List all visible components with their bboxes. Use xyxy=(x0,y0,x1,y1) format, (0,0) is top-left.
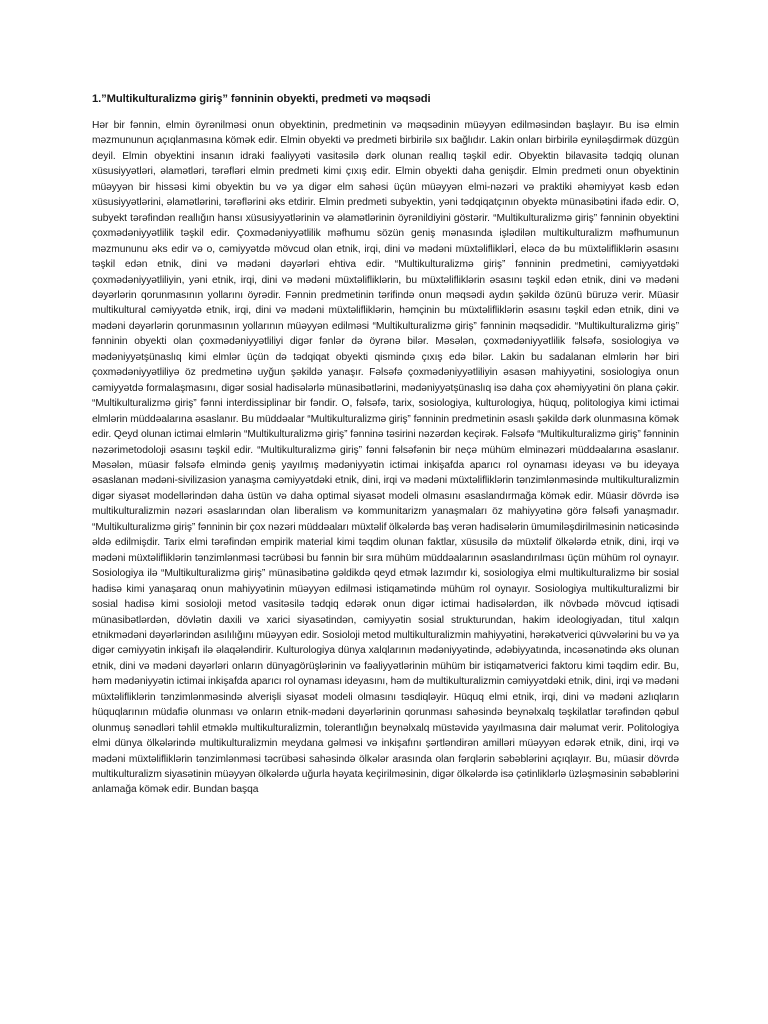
document-page xyxy=(92,92,679,798)
document-body-paragraph: Hər bir fənnin, elmin öyrənilməsi onun obyektinin, predmetinin və məqsədinin müəyyən edilməsindən başlayır. Bu isə elmin məzmununun açıqlanmasına kömək edir. Elmin obyekti və predmeti birbirilə sıx bağlıdır. Lakin onları birbirilə eyniləşdirmək düzgün deyil. Elmin obyektini insanın idraki fəaliyyəti vasitəsilə dərk olunan reallıq təşkil edir. Obyektin bilavasitə tədqiq olunan xüsusiyyətləri, əlamətləri, tərəfləri elmin predmeti kimi çıxış edir. Elmin obyekti daha genişdir. Elmin predmeti onun obyektinin müəyyən bir hissəsi kimi obyektin bu və ya digər elm sahəsi üçün müəyyən elmi-nəzəri və praktiki əhəmiyyət kəsb edən xüsusiyyətlərini, əlamətlərini, tərəflərini əks etdirir. Elmin predmeti subyektin, yəni tədqiqatçının obyektə münasibətini ifadə edir. O, subyekt tərəfindən reallığın hansı xüsusiyyətlərinin və əlamətlərinin öyrənildiyini göstərir. “Multikulturalizmə giriş” fənninin obyektini çoxmədəniyyətlilik təşkil edir. Çoxmədəniyyətlilik məfhumu sözün geniş mənasında işlədilən multikulturalizm məfhumunun məzmununu əks edir və o, cəmiyyətdə mövcud olan etnik, irqi, dini və mədəni müxtəlifliklərİ, eləcə də bu müxtəlifliklərin əsasını təşkil edən etnik, dini və mədəni dəyərləri ehtiva edir. “Multikulturalizmə giriş” fənninin predmetini, cəmiyyətdəki çoxmədəniyyətliliyin, yəni etnik, irqi, dini və mədəni müxtəlifliklərin, bu müxtəlifliklərin əsasını təşkil edən etnik, dini və mədəni dəyərlərin qorunmasının yollarını öyrədir. Fənnin predmetinin tərifində onun məqsədi aydın şəkildə özünü büruzə verir. Müasir multikultural cəmiyyətdə etnik, irqi, dini və mədəni müxtəlifliklərin, həmçinin bu müxtəlifliklərin əsasını təşkil edən etnik, dini və mədəni dəyərlərin qorunmasının yollarının müəyyən edilməsi “Multikulturalizmə giriş” fənninin məqsədidir. “Multikulturalizmə giriş” fənninin obyekti olan çoxmədəniyyətliliyi digər fənlər də öyrənə bilər. Məsələn, çoxmədəniyyətlilik fəlsəfə, sosiologiya və mədəniyyətşünaslıq kimi elmlər üçün də tədqiqat obyekti qismində çıxış edə bilər. Lakin bu sadalanan elmlərin hər biri çoxmədəniyyətliliyə öz predmetinə uyğun şəkildə yanaşır. Fəlsəfə çoxmədəniyyətliliyin əsasən mahiyyətini, sosiologiya onun cəmiyyətdə formalaşmasını, digər sosial hadisələrlə münasibətlərini, mədəniyyətşünaslıq isə daha çox əhəmiyyətini ön plana çəkir. “Multikulturalizmə giriş” fənni interdissiplinar bir fəndir. O, fəlsəfə, tarix, sosiologiya, kulturologiya, hüquq, politologiya kimi ictimai elmlərin müddəalarına əsaslanır. Bu müddəalar “Multikulturalizmə giriş” fənninin predmetinin əsaslı şəkildə dərk olunmasına kömək edir. Qeyd olunan ictimai elmlərin “Multikulturalizmə giriş” fənninə təsirini nəzərdən keçirək. Fəlsəfə “Multikulturalizmə giriş” fənninin nəzərimetodoloji əsasını təşkil edir. “Multikulturalizmə giriş” fənni fəlsəfənin bir neçə mühüm elminəzəri müddəalarına əsaslanır. Məsələn, müasir fəlsəfə elmində geniş yayılmış mədəniyyətin ictimai inkişafda aparıcı rol oynaması ideyası və bu ideyaya əsaslanan mədəni-sivilizasion yanaşma cəmiyyətdəki etnik, dini, irqi və mədəni müxtəlifliklərin tənzimlənməsində multikulturalizmin digər siyasət modellərindən daha üstün və daha optimal siyasət modeli olmasını əsaslandırmağa kömək edir. Müasir dövrdə isə multikulturalizmin nəzəri əsaslarından olan liberalism və kommunitarizm yanaşmaları öz mahiyyətinə görə fəlsəfi yanaşmadır. “Multikulturalizmə giriş” fənninin bir çox nəzəri müddəaları müxtəlif ölkələrdə baş verən hadisələrin ümumiləşdirilməsinin nəticəsində əldə edilmişdir. Tarix elmi tərəfindən empirik material kimi təqdim olunan faktlar, xüsusilə də müxtəlif ölkələrdə etnik, dini, irqi və mədəni müxtəlifliklərin tənzimlənməsi təcrübəsi bu fənnin bir sıra mühüm müddəalarının əsaslandırılması üçün mühüm rol oynayır. Sosiologiya ilə “Multikulturalizmə giriş” münasibətinə gəldikdə qeyd etmək lazımdır ki, sosiologiya elmi multikulturalizmə bir sosial hadisə kimi yanaşaraq onun mahiyyətinin müəyyən edilməsi istiqamətində mühüm rol oynayır. Sosiologiya multikulturalizmi bir sosial hadisə kimi sosioloji metod vasitəsilə tədqiq edərək onun digər ictimai hadisələrdən, ilk növbədə mövcud iqtisadi münasibətlərdən, dövlətin daxili və xarici siyasətindən, cəmiyyətin sosial strukturundan, hakim ideologiyadan, titul xalqın etnikmədəni dəyərlərindən asılılığını müəyyən edir. Sosioloji metod multikulturalizmin mahiyyətini, hərəkətverici qüvvələrini bu və ya digər cəmiyyətin inkişafı ilə əlaqələndirir. Kulturologiya dünya xalqlarının mədəniyyətində, ədəbiyyatında, incəsənətində əks olunan etnik, dini və mədəni dəyərləri onların dünyagörüşlərinin və fəaliyyətlərinin mühüm bir istiqamətverici faktoru kimi təqdim edir. Bu, həm mədəniyyətin ictimai inkişafda aparıcı rol oynaması ideyasını, həm də multikulturalizmin cəmiyyətdəki etnik, dini, irqi və mədəni müxtəlifliklərin tənzimlənməsində alverişli siyasət modeli olmasını təsdiqləyir. Hüquq elmi etnik, irqi, dini və mədəni azlıqların hüquqlarının müdafiə olunması və onların etnik-mədəni dəyərlərinin qorunması sahəsində beynəlxalq təşkilatlar tərəfindən qəbul olunmuş sənədləri təhlil etməklə multikulturalizmin, tolerantlığın beynəlxalq müstəvidə yayılmasına dair məlumat verir. Politologiya elmi dünya ölkələrində multikulturalizmin meydana gəlməsi və inkişafını şərtləndirən amilləri müəyyən edərək etnik, dini, irqi və mədəni müxtəlifliklərin tənzimlənməsi təcrübəsi sahəsində ölkələr arasında olan fərqlərin səbəblərini açıqlayır. Bu, müasir dövrdə multikulturalizm siyasətinin müəyyən ölkələrdə uğurla həyata keçirilməsinin, digər ölkələrdə isə çətinliklərlə üzləşməsinin səbəblərini anlamağa kömək edir. Bundan başqa xyxy=(92,120,679,796)
document-title: 1.”Multikulturalizmə giriş” fənninin obyekti, predmeti və məqsədi xyxy=(92,93,431,105)
